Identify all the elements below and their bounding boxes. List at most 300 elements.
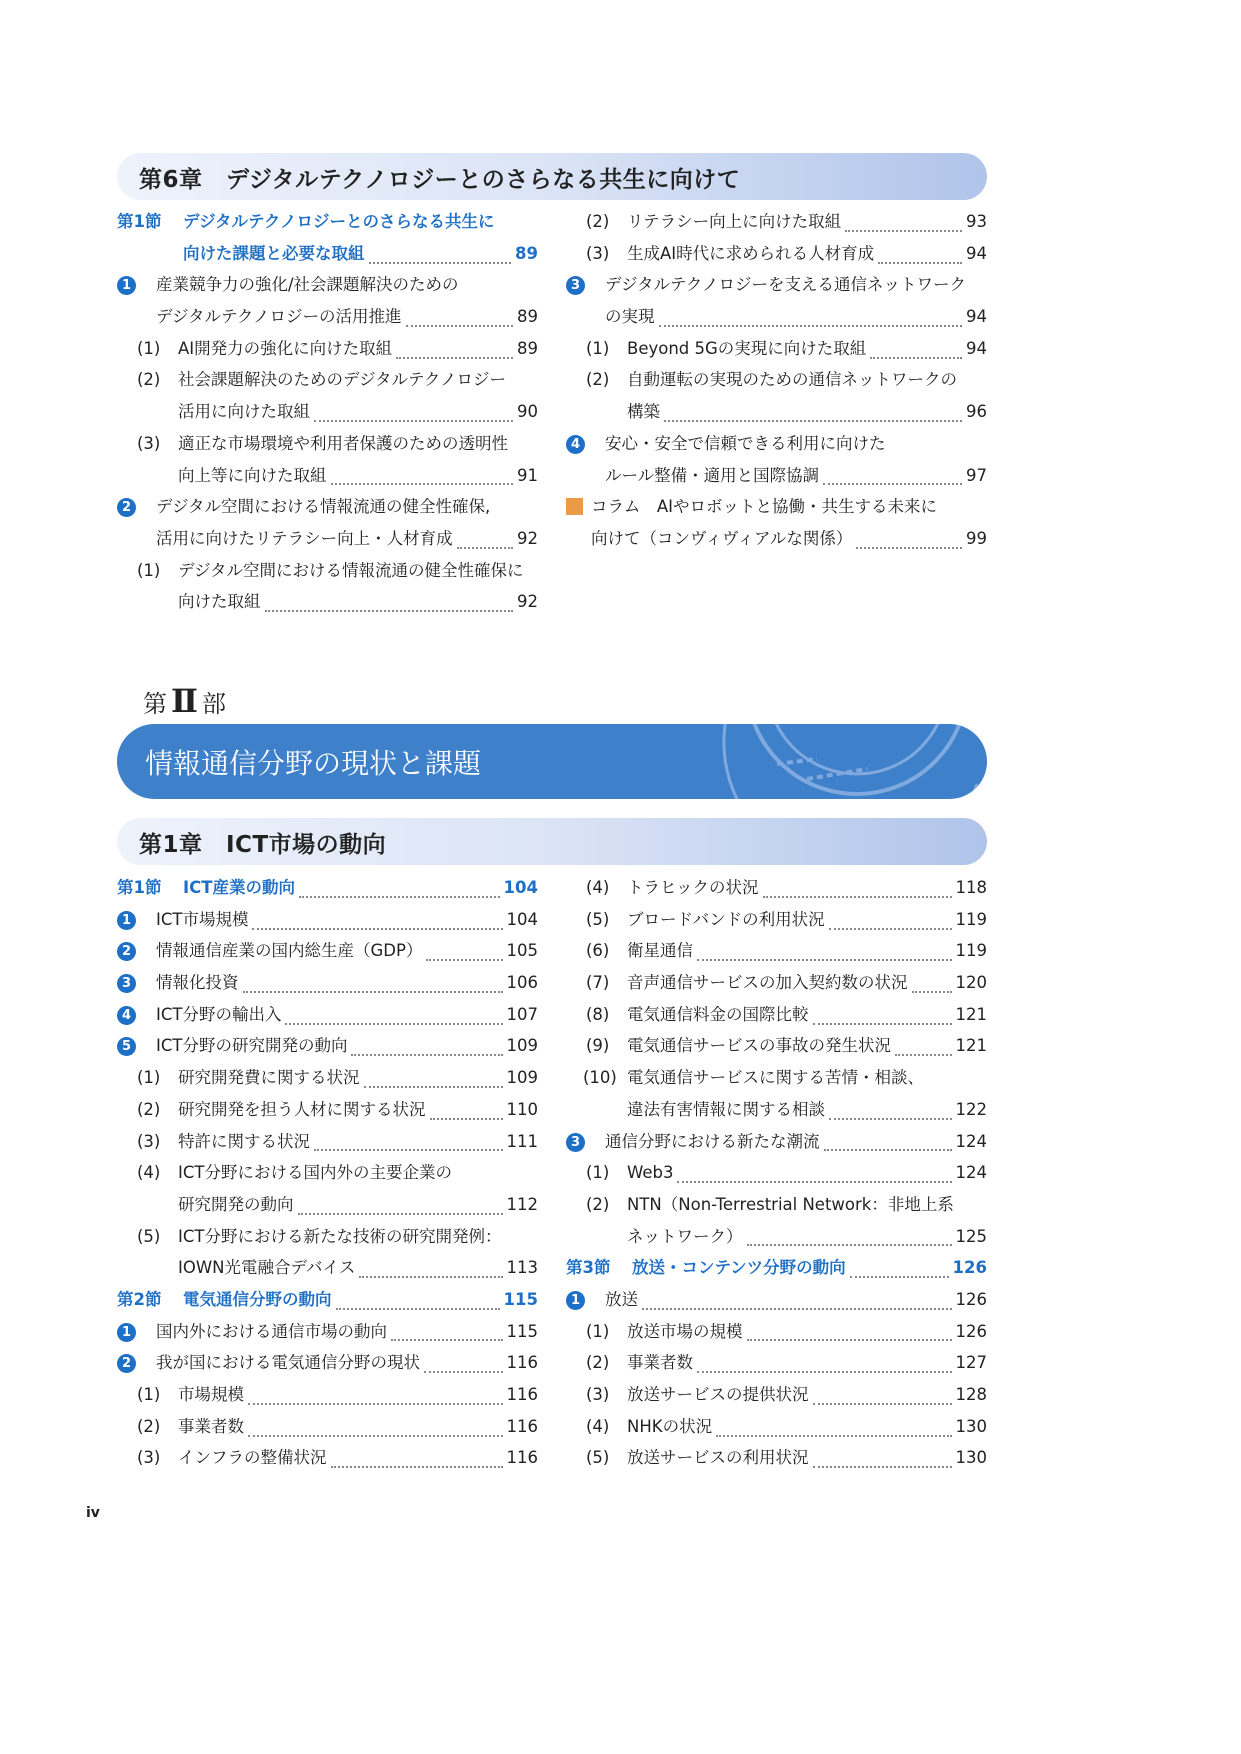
entry-title: 通信分野における新たな潮流 xyxy=(605,1131,820,1151)
leader-dots xyxy=(747,1321,952,1341)
entry-title: 情報化投資 xyxy=(156,973,239,993)
page-number-link[interactable]: 124 xyxy=(955,1131,987,1151)
toc-line xyxy=(566,1442,987,1474)
toc-line xyxy=(117,872,538,904)
entry-marker: (10) xyxy=(583,1068,617,1088)
page-number-link[interactable]: 89 xyxy=(517,307,538,327)
page-number-link[interactable]: 94 xyxy=(966,307,987,327)
toc-line xyxy=(566,1379,987,1411)
leader-dots xyxy=(716,1417,951,1437)
toc-line xyxy=(117,523,538,555)
entry-text-wrap xyxy=(156,1030,538,1062)
entry-marker: 第3節 xyxy=(566,1258,611,1278)
entry-text-wrap xyxy=(627,396,987,428)
page-number-link[interactable]: 109 xyxy=(506,1068,538,1088)
page-number-link[interactable]: 104 xyxy=(506,909,538,929)
entry-title: 社会課題解決のためのデジタルテクノロジー xyxy=(178,370,507,390)
toc-entry[interactable] xyxy=(566,1347,987,1379)
entry-marker: (7) xyxy=(586,973,610,993)
page-number-link[interactable]: 126 xyxy=(952,1258,987,1278)
part-title-bar xyxy=(117,724,987,799)
toc-entry[interactable] xyxy=(566,206,987,238)
number-badge-icon: 2 xyxy=(117,942,136,961)
toc-line xyxy=(117,1094,538,1126)
entry-title: デジタルテクノロジーの活用推進 xyxy=(156,307,402,327)
entry-text-wrap xyxy=(627,206,987,238)
toc-entry[interactable] xyxy=(117,1347,538,1379)
toc-entry[interactable] xyxy=(566,1284,987,1316)
entry-title: ICT分野の研究開発の動向 xyxy=(156,1036,348,1056)
entry-title: 音声通信サービスの加入契約数の状況 xyxy=(627,973,908,993)
page-number-link[interactable]: 115 xyxy=(503,1289,538,1309)
leader-dots xyxy=(870,339,962,359)
entry-title: 生成AI時代に求められる人材育成 xyxy=(627,243,875,263)
toc-line xyxy=(117,555,538,587)
entry-text-wrap xyxy=(627,1347,987,1379)
entry-marker: 第1節 xyxy=(117,212,162,231)
entry-title: 活用に向けたリテラシー向上・人材育成 xyxy=(156,528,453,548)
leader-dots xyxy=(351,1036,502,1056)
entry-title: 放送サービスの提供状況 xyxy=(627,1385,809,1404)
entry-marker: (3) xyxy=(586,243,610,263)
page-number-link[interactable]: 130 xyxy=(955,1416,987,1436)
entry-text-wrap xyxy=(627,999,987,1031)
toc-entry[interactable] xyxy=(566,935,987,967)
leader-dots xyxy=(396,339,513,359)
entry-title: 放送 xyxy=(605,1289,638,1309)
toc-line xyxy=(117,999,538,1031)
entry-marker: (2) xyxy=(137,370,161,390)
page-number-link[interactable]: 121 xyxy=(955,1036,987,1056)
entry-text-wrap xyxy=(591,523,987,555)
entry-text-wrap xyxy=(156,967,538,999)
entry-text-wrap xyxy=(156,269,538,301)
toc-entry[interactable] xyxy=(117,935,538,967)
chapter-6-header xyxy=(117,153,987,200)
leader-dots xyxy=(430,1100,503,1120)
toc-entry[interactable] xyxy=(117,428,538,491)
page-number-link[interactable]: 116 xyxy=(506,1353,538,1373)
number-badge-icon: 2 xyxy=(117,1354,136,1373)
entry-text-wrap xyxy=(627,872,987,904)
entry-text-wrap xyxy=(627,1379,987,1411)
entry-marker: (4) xyxy=(586,878,610,897)
entry-marker: (2) xyxy=(137,1416,161,1436)
page-number-link[interactable]: 121 xyxy=(955,1004,987,1024)
toc-line xyxy=(117,1316,538,1348)
entry-title: 電気通信サービスの事故の発生状況 xyxy=(627,1036,891,1056)
toc-entry[interactable] xyxy=(566,269,987,332)
chapter-6-right-column xyxy=(566,206,987,555)
entry-text-wrap xyxy=(627,1442,987,1474)
page-number-link[interactable]: 125 xyxy=(955,1226,987,1246)
entry-title: IOWN光電融合デバイス xyxy=(178,1258,356,1278)
page-number-link[interactable]: 126 xyxy=(955,1321,987,1341)
entry-title: 放送サービスの利用状況 xyxy=(627,1448,809,1468)
entry-title: 活用に向けた取組 xyxy=(178,402,310,422)
page-number-link[interactable]: 130 xyxy=(955,1448,987,1468)
toc-entry[interactable] xyxy=(566,333,987,365)
number-badge-icon: 1 xyxy=(117,911,136,930)
toc-entry[interactable] xyxy=(566,1316,987,1348)
toc-line xyxy=(566,1030,987,1062)
toc-line xyxy=(566,269,987,301)
number-badge-icon: 3 xyxy=(117,974,136,993)
page-number-link[interactable]: 116 xyxy=(506,1448,538,1468)
leader-dots xyxy=(248,1385,503,1405)
entry-text-wrap xyxy=(183,206,538,238)
page-number-link[interactable]: 127 xyxy=(955,1353,987,1373)
chapter-title: 第1章 ICT市場の動向 xyxy=(139,832,387,858)
entry-title: 市場規模 xyxy=(178,1385,244,1404)
number-badge-icon: 1 xyxy=(117,276,136,295)
toc-line xyxy=(117,904,538,936)
leader-dots xyxy=(426,941,502,961)
page-number-link[interactable]: 90 xyxy=(517,402,538,422)
entry-text-wrap xyxy=(627,364,987,396)
entry-text-wrap xyxy=(156,1316,538,1348)
toc-line xyxy=(566,935,987,967)
entry-text-wrap xyxy=(627,1189,987,1221)
toc-entry[interactable] xyxy=(117,491,538,554)
entry-text-wrap xyxy=(178,396,538,428)
page-number-link[interactable]: 126 xyxy=(955,1289,987,1309)
entry-title: 我が国における電気通信分野の現状 xyxy=(156,1353,420,1373)
entry-text-wrap xyxy=(627,1157,987,1189)
page-number-link[interactable]: 97 xyxy=(966,465,987,485)
entry-title: ICT分野における新たな技術の研究開発例： xyxy=(178,1226,502,1246)
page-number-link[interactable]: 105 xyxy=(506,941,538,961)
page-number-link[interactable]: 110 xyxy=(506,1099,538,1119)
leader-dots xyxy=(912,973,952,993)
leader-dots xyxy=(252,910,502,930)
toc-line xyxy=(117,1252,538,1284)
toc-line xyxy=(117,1189,538,1221)
entry-text-wrap xyxy=(178,460,538,492)
page-number-link[interactable]: 111 xyxy=(506,1131,538,1151)
toc-entry[interactable] xyxy=(117,364,538,427)
entry-marker: (4) xyxy=(137,1163,161,1183)
entry-text-wrap xyxy=(627,1411,987,1443)
leader-dots xyxy=(314,1131,503,1151)
entry-text-wrap xyxy=(156,1347,538,1379)
page-number-link[interactable]: 104 xyxy=(503,878,538,897)
entry-text-wrap xyxy=(591,491,987,523)
toc-line xyxy=(566,999,987,1031)
toc-line xyxy=(566,967,987,999)
toc-line xyxy=(117,1442,538,1474)
number-badge-icon: 4 xyxy=(117,1006,136,1025)
leader-dots xyxy=(299,878,500,898)
toc-line xyxy=(117,1157,538,1189)
entry-title: 放送市場の規模 xyxy=(627,1321,743,1341)
page-number-link[interactable]: 92 xyxy=(517,528,538,548)
entry-marker: (5) xyxy=(586,909,610,929)
toc-line xyxy=(117,460,538,492)
toc-entry[interactable] xyxy=(117,872,538,904)
page-number-link[interactable]: 96 xyxy=(966,402,987,422)
entry-title: ICT産業の動向 xyxy=(183,878,296,897)
entry-marker: (9) xyxy=(586,1036,610,1056)
toc-line xyxy=(117,206,538,238)
entry-text-wrap xyxy=(178,364,538,396)
chapter-1-left-column xyxy=(117,872,538,1474)
entry-text-wrap xyxy=(156,301,538,333)
entry-marker: (3) xyxy=(137,1448,161,1468)
toc-entry[interactable] xyxy=(117,904,538,936)
page-number-link[interactable]: 116 xyxy=(506,1385,538,1404)
toc-entry[interactable] xyxy=(566,1189,987,1252)
entry-title: 事業者数 xyxy=(627,1353,693,1373)
toc-entry[interactable] xyxy=(117,1411,538,1443)
entry-text-wrap xyxy=(178,428,538,460)
entry-text-wrap xyxy=(178,1442,538,1474)
toc-line xyxy=(566,238,987,270)
entry-title: 衛星通信 xyxy=(627,941,693,961)
leader-dots xyxy=(359,1258,502,1278)
toc-entry[interactable] xyxy=(117,1094,538,1126)
entry-text-wrap xyxy=(605,269,987,301)
entry-text-wrap xyxy=(178,1252,538,1284)
page-number-link[interactable]: 124 xyxy=(955,1163,987,1183)
number-badge-icon: 3 xyxy=(566,276,585,295)
toc-line xyxy=(117,1411,538,1443)
toc-entry[interactable] xyxy=(117,1062,538,1094)
entry-text-wrap xyxy=(178,1094,538,1126)
entry-marker: (3) xyxy=(137,433,161,453)
leader-dots xyxy=(829,1100,952,1120)
toc-entry[interactable] xyxy=(117,1126,538,1158)
entry-title: デジタル空間における情報流通の健全性確保, xyxy=(156,497,491,517)
entry-text-wrap xyxy=(178,333,538,365)
toc-entry[interactable] xyxy=(566,904,987,936)
page-number-link[interactable]: 109 xyxy=(506,1036,538,1056)
toc-line xyxy=(566,1284,987,1316)
entry-marker: (2) xyxy=(586,370,610,390)
toc-line xyxy=(117,238,538,270)
entry-title: ルール整備・適用と国際協調 xyxy=(605,465,820,485)
page-number-link[interactable]: 91 xyxy=(517,465,538,485)
entry-title: 国内外における通信市場の動向 xyxy=(156,1321,387,1341)
entry-text-wrap xyxy=(156,491,538,523)
page-number-link[interactable]: 106 xyxy=(506,973,538,993)
entry-title: 向けた課題と必要な取組 xyxy=(183,243,365,263)
toc-entry[interactable] xyxy=(117,1030,538,1062)
leader-dots xyxy=(664,402,962,422)
entry-title: 電気通信料金の国際比較 xyxy=(627,1004,809,1024)
toc-entry[interactable] xyxy=(117,206,538,269)
entry-title: 違法有害情報に関する相談 xyxy=(627,1099,825,1119)
page-number-link[interactable]: 94 xyxy=(966,243,987,263)
leader-dots xyxy=(265,592,514,612)
page-number-link[interactable]: 107 xyxy=(506,1004,538,1024)
entry-title: ブロードバンドの利用状況 xyxy=(627,909,825,929)
entry-marker: 第1節 xyxy=(117,878,162,897)
toc-line xyxy=(566,1189,987,1221)
leader-dots xyxy=(248,1417,503,1437)
toc-entry[interactable] xyxy=(117,1284,538,1316)
entry-marker: (6) xyxy=(586,941,610,961)
entry-title: 電気通信サービスに関する苦情・相談、 xyxy=(627,1068,924,1088)
toc-entry[interactable] xyxy=(566,1030,987,1062)
page-number-link[interactable]: 118 xyxy=(955,878,987,897)
entry-marker: (2) xyxy=(586,1353,610,1373)
leader-dots xyxy=(314,402,513,422)
leader-dots xyxy=(331,465,514,485)
entry-text-wrap xyxy=(605,428,987,460)
page-number-link[interactable]: 116 xyxy=(506,1416,538,1436)
entry-title: 電気通信分野の動向 xyxy=(183,1289,332,1309)
part-title: 情報通信分野の現状と課題 xyxy=(145,747,482,780)
entry-title: Beyond 5Gの実現に向けた取組 xyxy=(627,338,867,358)
entry-title: 研究開発費に関する状況 xyxy=(178,1068,360,1088)
entry-title: Web3 xyxy=(627,1163,674,1183)
toc-entry[interactable] xyxy=(566,238,987,270)
entry-marker: (3) xyxy=(137,1131,161,1151)
toc-entry[interactable] xyxy=(566,999,987,1031)
entry-title: 情報通信産業の国内総生産（GDP） xyxy=(156,941,423,961)
entry-title: 向けて（コンヴィヴィアルな関係） xyxy=(591,528,853,548)
toc-entry[interactable] xyxy=(117,967,538,999)
toc-entry[interactable] xyxy=(566,428,987,491)
leader-dots xyxy=(336,1290,500,1310)
entry-text-wrap xyxy=(605,460,987,492)
entry-text-wrap xyxy=(178,1126,538,1158)
entry-text-wrap xyxy=(156,523,538,555)
leader-dots xyxy=(406,307,513,327)
entry-title: ICT市場規模 xyxy=(156,909,249,929)
leader-dots xyxy=(697,941,952,961)
leader-dots xyxy=(424,1353,503,1373)
entry-text-wrap xyxy=(627,1316,987,1348)
entry-text-wrap xyxy=(627,904,987,936)
toc-entry[interactable] xyxy=(117,1221,538,1284)
page-number-link[interactable]: 92 xyxy=(517,592,538,612)
toc-entry[interactable] xyxy=(117,333,538,365)
toc-entry[interactable] xyxy=(566,1157,987,1189)
leader-dots xyxy=(285,1005,502,1025)
entry-text-wrap xyxy=(156,999,538,1031)
entry-marker: (1) xyxy=(137,338,161,358)
entry-title: デジタルテクノロジーを支える通信ネットワーク xyxy=(605,275,967,295)
leader-dots xyxy=(747,1226,952,1246)
toc-entry[interactable] xyxy=(117,999,538,1031)
entry-title: の実現 xyxy=(605,307,655,327)
leader-dots xyxy=(457,529,513,549)
entry-text-wrap xyxy=(178,1379,538,1411)
page-number-link[interactable]: 119 xyxy=(955,941,987,961)
toc-entry[interactable] xyxy=(566,967,987,999)
part-suffix: 部 xyxy=(201,690,226,718)
toc-entry[interactable] xyxy=(566,872,987,904)
entry-title: 研究開発の動向 xyxy=(178,1194,294,1214)
toc-line xyxy=(117,935,538,967)
toc-line xyxy=(117,1126,538,1158)
page-number-link[interactable]: 89 xyxy=(517,338,538,358)
toc-entry[interactable] xyxy=(566,364,987,427)
toc-line xyxy=(117,396,538,428)
page-number-link[interactable]: 99 xyxy=(966,528,987,548)
entry-marker: (2) xyxy=(586,1194,610,1214)
column-square-icon xyxy=(566,498,583,515)
chapter-title: 第6章 デジタルテクノロジーとのさらなる共生に向けて xyxy=(139,167,741,193)
page-number-link[interactable]: 94 xyxy=(966,338,987,358)
toc-line xyxy=(117,1221,538,1253)
leader-dots xyxy=(697,1353,952,1373)
entry-text-wrap xyxy=(178,586,538,618)
entry-text-wrap xyxy=(627,1094,987,1126)
leader-dots xyxy=(364,1068,503,1088)
toc-entry[interactable] xyxy=(566,1411,987,1443)
entry-title: インフラの整備状況 xyxy=(178,1448,327,1468)
leader-dots xyxy=(895,1036,952,1056)
leader-dots xyxy=(813,1385,952,1405)
page-number-link[interactable]: 112 xyxy=(506,1194,538,1214)
toc-entry[interactable] xyxy=(117,1379,538,1411)
toc-line xyxy=(117,586,538,618)
entry-marker: (1) xyxy=(137,1385,161,1404)
entry-text-wrap xyxy=(627,1221,987,1253)
leader-dots xyxy=(763,878,952,898)
toc-entry[interactable] xyxy=(566,491,987,554)
entry-text-wrap xyxy=(627,1030,987,1062)
entry-title: 特許に関する状況 xyxy=(178,1131,310,1151)
toc-entry[interactable] xyxy=(117,1442,538,1474)
toc-entry[interactable] xyxy=(566,1379,987,1411)
toc-entry[interactable] xyxy=(117,555,538,618)
toc-entry[interactable] xyxy=(566,1252,987,1284)
entry-text-wrap xyxy=(627,238,987,270)
page-number-link[interactable]: 89 xyxy=(515,243,538,263)
toc-entry[interactable] xyxy=(117,1157,538,1220)
chapter-6-left-column xyxy=(117,206,538,618)
number-badge-icon: 4 xyxy=(566,435,585,454)
page-number-link[interactable]: 115 xyxy=(506,1321,538,1341)
leader-dots xyxy=(642,1290,952,1310)
toc-entry[interactable] xyxy=(566,1442,987,1474)
entry-text-wrap xyxy=(183,872,538,904)
entry-text-wrap xyxy=(627,935,987,967)
toc-entry[interactable] xyxy=(566,1126,987,1158)
toc-line xyxy=(566,1411,987,1443)
toc-line xyxy=(566,1126,987,1158)
entry-text-wrap xyxy=(627,1062,987,1094)
page-number-link[interactable]: 120 xyxy=(955,973,987,993)
toc-line xyxy=(566,1094,987,1126)
leader-dots xyxy=(813,1005,952,1025)
page-number-link[interactable]: 128 xyxy=(955,1385,987,1404)
page-number-link[interactable]: 119 xyxy=(955,909,987,929)
entry-marker: (8) xyxy=(586,1004,610,1024)
entry-title: トラヒックの状況 xyxy=(627,878,759,897)
toc-entry[interactable] xyxy=(566,1062,987,1125)
page-number-link[interactable]: 113 xyxy=(506,1258,538,1278)
entry-text-wrap xyxy=(178,1411,538,1443)
entry-title: 構築 xyxy=(627,402,660,422)
toc-line xyxy=(566,364,987,396)
page-number-link[interactable]: 93 xyxy=(966,212,987,231)
toc-line xyxy=(117,269,538,301)
entry-title: コラム AIやロボットと協働・共生する未来に xyxy=(591,497,937,517)
page-number-link[interactable]: 122 xyxy=(955,1099,987,1119)
toc-entry[interactable] xyxy=(117,269,538,332)
toc-line xyxy=(566,1221,987,1253)
leader-dots xyxy=(813,1448,952,1468)
toc-line xyxy=(566,301,987,333)
toc-entry[interactable] xyxy=(117,1316,538,1348)
chapter-1-right-column xyxy=(566,872,987,1474)
toc-line xyxy=(566,1316,987,1348)
